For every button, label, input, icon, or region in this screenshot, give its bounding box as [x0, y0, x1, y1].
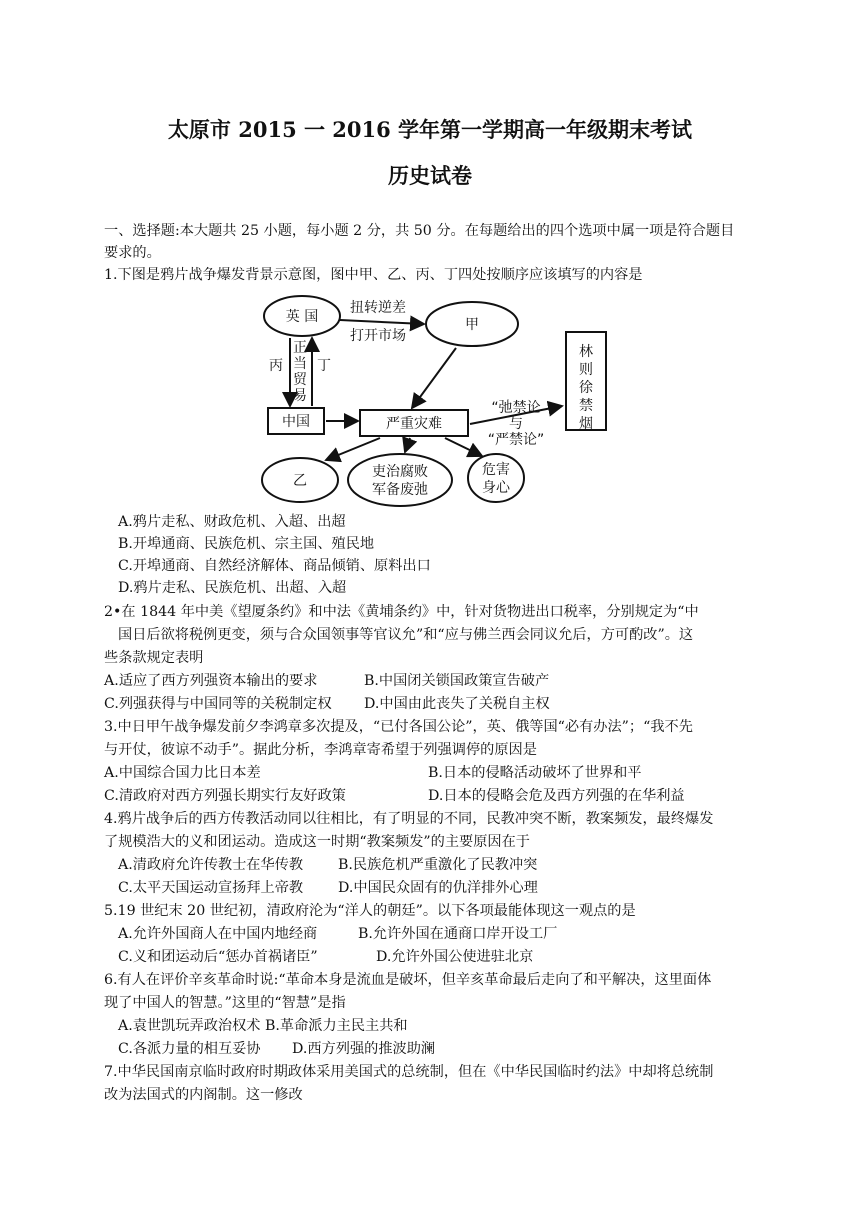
- harm-label-1: 危害: [482, 462, 510, 478]
- q6-line2: 现了中国人的智慧。”这里的“智慧”是指: [104, 995, 346, 1011]
- q6-line1: 6.有人在评价辛亥革命时说:“革命本身是流血是破坏，但辛亥革命最后走向了和平解决，这里面体: [104, 972, 712, 988]
- question-1-stem: 1.下图是鸦片战争爆发背景示意图，图中甲、乙、丙、丁四处按顺序应该填写的内容是: [104, 267, 643, 283]
- q2-line2: 国日后欲将税例更变，须与合众国领事等官议允”和“应与佛兰西会同议允后，方可酌改”。这: [118, 627, 694, 643]
- legit-trade-2: 当: [293, 356, 307, 372]
- q1-option-d: D.鸦片走私、民族危机、出超、入超: [118, 580, 347, 596]
- jia-label: 甲: [465, 317, 479, 333]
- q4-option-c: C.太平天国运动宣扬拜上帝教: [118, 880, 304, 896]
- q3-line2: 与开仗，彼谅不动手”。据此分析，李鸿章寄希望于列强调停的原因是: [104, 742, 537, 758]
- bing-label: 丙: [269, 358, 283, 374]
- yi-label: 乙: [293, 473, 307, 489]
- q5-line1: 5.19 世纪末 20 世纪初，清政府沦为“洋人的朝廷”。以下各项最能体现这一观点的是: [104, 903, 636, 919]
- q6-option-d: D.西方列强的推波助澜: [292, 1041, 436, 1057]
- q7-line2: 改为法国式的内阁制。这一修改: [104, 1087, 303, 1103]
- corrupt-label-2: 军备废弛: [372, 482, 428, 498]
- q4-option-d: D.中国民众固有的仇洋排外心理: [338, 880, 538, 896]
- china-label: 中国: [282, 414, 310, 430]
- lax-label: “弛禁论: [491, 400, 541, 416]
- lin-4: 禁: [579, 398, 593, 414]
- reverse-label: 扭转逆差: [350, 300, 406, 316]
- q2-line1: 2•在 1844 年中美《望厦条约》和中法《黄埔条约》中，针对货物进出口税率，分别规定为“中: [104, 604, 699, 620]
- legit-trade-1: 正: [293, 340, 307, 356]
- exam-subtitle: 历史试卷: [388, 163, 472, 188]
- legit-trade-3: 贸: [293, 372, 307, 388]
- q6-option-ab: A.袁世凯玩弄政治权术 B.革命派力主民主共和: [118, 1018, 408, 1034]
- q7-line1: 7.中华民国南京临时政府时期政体采用美国式的总统制，但在《中华民国临时约法》中却将总统制: [104, 1064, 714, 1080]
- britain-label: 英 国: [285, 309, 319, 325]
- q3-option-d: D.日本的侵略会危及西方列强的在华利益: [428, 788, 685, 804]
- q3-line1: 3.中日甲午战争爆发前夕李鸿章多次提及，“已付各国公论”，英、俄等国“必有办法”；“我不先: [104, 719, 693, 735]
- section-instructions-line2: 要求的。: [104, 245, 161, 261]
- lin-2: 则: [579, 362, 593, 378]
- q4-line1: 4.鸦片战争后的西方传教活动同以往相比，有了明显的不同，民教冲突不断，教案频发，最终爆发: [104, 811, 714, 827]
- q4-line2: 了规模浩大的义和团运动。造成这一时期“教案频发”的主要原因在于: [104, 834, 530, 850]
- q4-option-b: B.民族危机严重激化了民教冲突: [338, 857, 538, 873]
- disaster-label: 严重灾难: [386, 416, 442, 432]
- q4-option-a: A.清政府允许传教士在华传教: [118, 857, 304, 873]
- q2-option-d: D.中国由此丧失了关税自主权: [364, 696, 550, 712]
- q5-option-d: D.允许外国公使进驻北京: [376, 949, 534, 965]
- corruption-node: [348, 454, 452, 506]
- open-market-label: 打开市场: [350, 328, 406, 344]
- lin-3: 徐: [579, 380, 593, 396]
- and-label: 与: [509, 416, 523, 432]
- q3-option-a: A.中国综合国力比日本差: [104, 765, 261, 781]
- strict-label: “严禁论”: [487, 432, 545, 448]
- q1-option-a: A.鸦片走私、财政危机、入超、出超: [118, 514, 346, 530]
- section-instructions-line1: 一、选择题:本大题共 25 小题，每小题 2 分，共 50 分。在每题给出的四个选项中属一项是符合题目: [104, 223, 735, 239]
- q6-option-c: C.各派力量的相互妥协: [118, 1041, 261, 1057]
- q2-option-c: C.列强获得与中国同等的关税制定权: [104, 696, 332, 712]
- corrupt-label-1: 吏治腐败: [372, 464, 428, 480]
- q2-line3: 些条款规定表明: [104, 650, 204, 666]
- q1-option-c: C.开埠通商、自然经济解体、商品倾销、原料出口: [118, 558, 431, 574]
- q2-option-b: B.中国闭关锁国政策宣告破产: [364, 673, 550, 689]
- harm-label-2: 身心: [482, 480, 510, 496]
- legit-trade-4: 易: [293, 388, 307, 404]
- opium-war-background-diagram: [260, 290, 620, 510]
- ding-label: 丁: [317, 358, 331, 374]
- q3-option-b: B.日本的侵略活动破坏了世界和平: [428, 765, 642, 781]
- lin-1: 林: [579, 344, 593, 360]
- q5-option-a: A.允许外国商人在中国内地经商: [118, 926, 318, 942]
- q5-option-b: B.允许外国在通商口岸开设工厂: [358, 926, 558, 942]
- lin-5: 烟: [579, 416, 593, 432]
- q3-option-c: C.清政府对西方列强长期实行友好政策: [104, 788, 346, 804]
- q1-option-b: B.开埠通商、民族危机、宗主国、殖民地: [118, 536, 375, 552]
- exam-title: 太原市 2015 一 2016 学年第一学期高一年级期末考试: [167, 117, 693, 142]
- q2-option-a: A.适应了西方列强资本输出的要求: [104, 673, 318, 689]
- q5-option-c: C.义和团运动后“惩办首祸诸臣”: [118, 949, 318, 965]
